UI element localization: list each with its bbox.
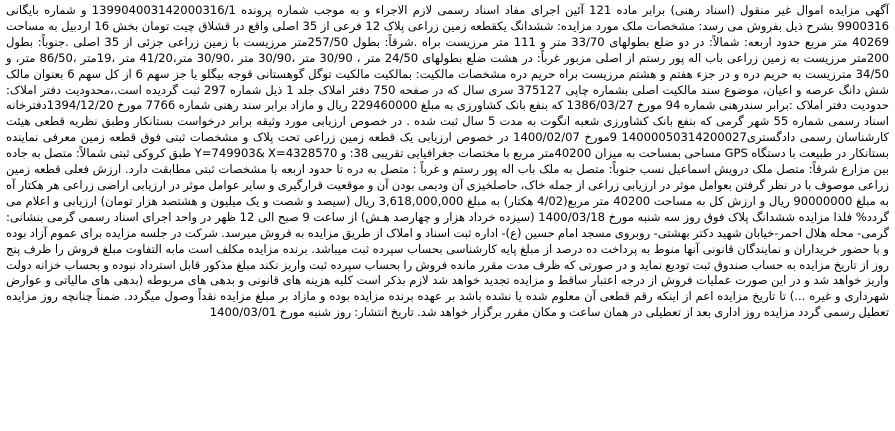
auction-notice-body: آگهی مزایده اموال غیر منقول (اسناد رهنی) برابر ماده 121 آئین اجرای مفاد اسناد رسمی لازم الاجراء و به موجب شماره پرونده 139904003142000316/1 و شماره بایگانی 9900316 بشرح ذیل بفروش می رسد: مشخصات ملک مورد مزایده: ششدانگ یکقطعه زمین زراعی پلاک 12 فرعی از 35 اصلی واقع در قشلاق چیت تومان بخش 16 اردبیل به مساحت 40269 متر مربع حدود اربعه: شمالاً: در دو ضلع بطولهای 33/70 متر و 111 متر مرزیست براه .شرقاً: بطول 257/50متر مرزیست با زمین زراعی جزئی از 35 اصلی .جنوباً: بطول 200متر مرزیست به زمین زراعی باب اله پور رستم از اصلی مزبور غرباً: در هشت ضلع بطولهای 24/50 متر ، 30/90 متر ،30/90 متر ،30/90 متر،41/20 متر ،19متر ،86/50 متر، و 34/50 مترزیست به حریم دره و در جزء هفتم و هشتم مرزیست براه حریم دره مشخصات مالکیت: بمالکیت مالکیت توگل گوهستانی قوجه بیگلو یا جز سهم 6 از کل سهم 6 بعنوان مالک شش دانگ عرصه و اعیان، موضوع سند مالکیت اصلی بشماره چاپی 375127 سری سال که در صفحه 750 دفتر املاک جلد 1 ذیل شماره 297 ثبت گردیده است.،محدودیت دفتر املاک: حدودیت دفتر املاک :برابر سندرهنی شماره 94 مورخ 1386/03/27 که بنفع بانک کشاورزی به مبلغ 229460000 ریال و مازاد برابر سند رهنی شماره 7766 مورخ 1394/12/20دفترخانه اسناد رسمی شماره 55 شهر گرمی که بنفع بانک کشاورزی شعبه انگوت به مدت 5 سال ثبت شده . در خصوص ارزیابی مورد وثیقه برابر درخواست بستانکار وطبق نظریه قطعی هیئت کارشناسان رسمی دادگستری14000050314200027 9مورخ 1400/02/07 در خصوص ارزیابی یک قطعه زمین زراعی تحت پلاک و مشخصات ثبتی فوق قطعه زمین معرفی نماینده بستانکار در طبیعت با دستگاه GPS مساحی بمساحت به میزان 40200متر مربع با مختصات جغرافیایی تقریبی 38: و Y=749903& X=4328570 طبق کروکی ثبتی شمالاً: متصل به جاده بین مزارع شرقاً: متصل ملک درویش اسماعیل نسب جنوباً: متصل به ملک باب اله پور رستم و غرباً : متصل به دره تا حدود اربعه با مشخصات ثبتی مطابقت دارد. ارزش فعلی قطعه زمین زراعی موصوف با در نظر گرفتن بعوامل موثر در ارزیابی زراعی از جمله خاک، حاصلخیزی آن ودیمی بودن آن و موقعیت قرارگیری و سایر عوامل موثر در ارزیابی اراضی زراعی هر هکتار آه به مبلغ 90000000 ریال و ارزش کل به مساحت 40200 متر مربع(4/02 هکتار) به مبلغ 3,618,000,000 ریال (سیصد و شصت و یک میلیون و هشتصد هزار تومان) ارزیابی و اعلام می گردد% فلذا مزایده ششدانگ پلاک فوق روز سه شنبه مورخ 1400/03/18 (سیزده خرداد هزار و چهارصد هـش) از ساعت 9 صبح الی 12 ظهر در واحد اجرای اسناد رسمی گرمی بنشانی: گرمی- محله هلال احمر-خیابان شهید دکتر بهشتی- روبروی مسجد امام حسین (ع)- اداره ثبت اسناد و املاک از طریق مزایده به فروش میرسد. شرکت در جلسه مزایده برای عموم آزاد بوده و با حضور خریداران و نمایندگان قانونی آنها منوط به پرداخت ده درصد از مبلغ پایه کارشناسی بحساب سپرده ثبت میباشد. برنده مزایده مکلف است مابه التفاوت مبلغ فروش را ظرف پنج روز از تاریخ مزایده به حساب صندوق ثبت تودیع نماید و در صورتی که ظرف مدت مقرر مانده فروش را بحساب سپرده ثبت واریز نکند مبلغ مذکور قابل استرداد نبوده و بحساب خزانه دولت واریز خواهد شد و در این صورت عملیات فروش از درجه اعتبار ساقط و مزایده تجدید خواهد شد لازم بذکر است کلیه هزینه های قانونی و بدهی های مربوطه (بدهی های مالیاتی و عوارض شهرداری و غیره ...) تا تاریخ مزایده اعم از اینکه رقم قطعی آن معلوم شده یا نشده باشد بر عهده برنده مزایده بوده و مازاد بر مبلغ مزایده نقداً وصول میگردد. ضمناً چنانچه روز مزایده تعطیل رسمی گردد مزایده روز اداری بعد از تعطیلی در همان ساعت و مکان مقرر برگزار خواهد شد. تاریخ انتشار: روز شنبه مورخ 1400/03/01 — [6, 3, 890, 320]
